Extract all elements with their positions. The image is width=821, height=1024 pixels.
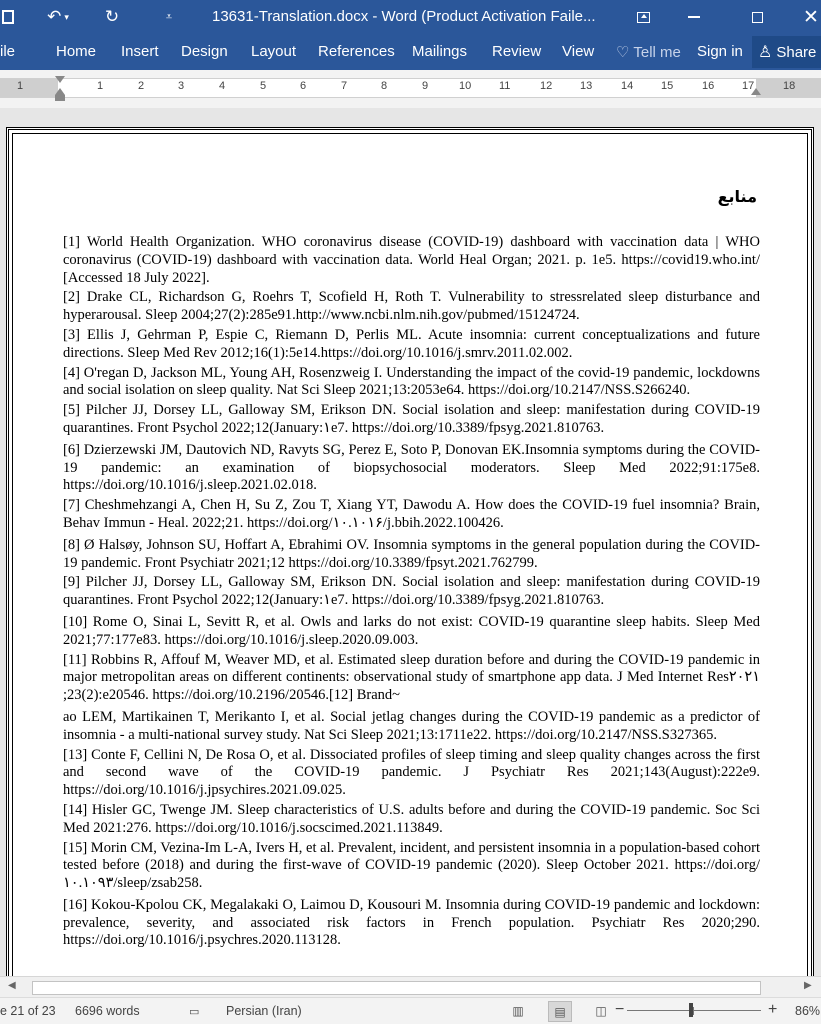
close-button[interactable] bbox=[791, 0, 821, 34]
ruler-number: 14 bbox=[621, 80, 634, 92]
customize-icon: ⩡ bbox=[165, 10, 173, 23]
page-heading: منابع bbox=[717, 187, 757, 206]
reference-entry: [9] Pilcher JJ, Dorsey LL, Galloway SM, Erikson DN. Social isolation and sleep: manifestation during COVID-19 quarantines. Front Psychol 2022;12(January:۱e7. https://doi.org/10.3389/fpsyg.2021.810763. bbox=[63, 574, 760, 609]
ruler-number: 9 bbox=[422, 80, 429, 92]
document-canvas bbox=[0, 108, 821, 976]
file-tab[interactable] bbox=[0, 0, 24, 34]
ruler-left-margin bbox=[0, 79, 58, 97]
word-count[interactable]: 6696 words bbox=[75, 1004, 140, 1018]
tab-file[interactable]: ile bbox=[0, 43, 16, 60]
tell-me-label: Tell me bbox=[633, 44, 681, 61]
reference-entry: [14] Hisler GC, Twenge JM. Sleep characteristics of U.S. adults before and during the COVID-19 pandemic. Soc Sci Med 2021:276. https://doi.org/10.1016/j.socscimed.2021.113849. bbox=[63, 801, 760, 836]
close-icon: ✕ bbox=[803, 6, 819, 28]
status-bar bbox=[0, 997, 821, 1024]
redo-button[interactable] bbox=[98, 0, 126, 34]
web-layout-icon: ◫ bbox=[595, 1003, 607, 1018]
ruler-number: 2 bbox=[138, 80, 145, 92]
ruler-number: 7 bbox=[341, 80, 348, 92]
page-count[interactable]: e 21 of 23 bbox=[0, 1004, 56, 1018]
ribbon-tabs bbox=[0, 34, 821, 70]
maximize-icon bbox=[752, 12, 763, 23]
ribbon-display-options-button[interactable] bbox=[623, 0, 663, 34]
ruler-number: 4 bbox=[219, 80, 226, 92]
right-indent-marker[interactable] bbox=[751, 88, 761, 95]
web-layout-button[interactable] bbox=[590, 1001, 612, 1020]
undo-button[interactable] bbox=[38, 0, 78, 34]
ruler-number: 18 bbox=[783, 80, 796, 92]
horizontal-ruler[interactable] bbox=[0, 78, 821, 98]
document-title: 13631-Translation.docx - Word (Product Activation Faile... bbox=[212, 8, 596, 25]
reference-entry: [10] Rome O, Sinai L, Sevitt R, et al. Owls and larks do not exist: COVID-19 quarantine sleep habits. Sleep Med 2021;77:177e83. https://doi.org/10.1016/j.sleep.2020.09.003. bbox=[63, 613, 760, 648]
horizontal-scrollbar[interactable] bbox=[0, 976, 821, 998]
save-icon bbox=[2, 10, 14, 24]
minimize-button[interactable] bbox=[674, 0, 714, 34]
ruler-number: 3 bbox=[178, 80, 185, 92]
ruler-number: 17 bbox=[742, 80, 755, 92]
document-page[interactable] bbox=[6, 127, 814, 976]
maximize-button[interactable] bbox=[737, 0, 777, 34]
book-icon: ▥ bbox=[512, 1003, 524, 1018]
reference-entry: [2] Drake CL, Richardson G, Roehrs T, Scofield H, Roth T. Vulnerability to stressrelated sleep disturbance and hyperarousal. Sleep 2004;27(2):285e91.http://www.ncbi.nlm.nih.gov/pubmed/15124724. bbox=[63, 289, 760, 324]
first-line-indent-marker[interactable] bbox=[55, 76, 65, 83]
print-layout-button[interactable] bbox=[548, 1001, 572, 1022]
proofing-icon[interactable]: ▭ bbox=[189, 1006, 200, 1018]
tab-view[interactable]: View bbox=[562, 43, 595, 60]
ruler-number: 10 bbox=[459, 80, 472, 92]
print-layout-icon: ▤ bbox=[554, 1004, 566, 1019]
ruler-number: 1 bbox=[17, 80, 24, 92]
tab-review[interactable]: Review bbox=[492, 43, 542, 60]
customize-quick-access-button[interactable] bbox=[158, 0, 180, 34]
title-bar bbox=[0, 0, 821, 34]
tell-me-search[interactable] bbox=[616, 43, 681, 61]
language-indicator[interactable]: Persian (Iran) bbox=[226, 1004, 302, 1018]
reference-entry: [13] Conte F, Cellini N, De Rosa O, et al. Dissociated profiles of sleep timing and sleep quality changes across the first and second wave of the COVID-19 pandemic. J Psychiatr Res 2021;143(August):222e9. https://doi.org/10.1016/j.jpsychires.2021.09.025. bbox=[63, 746, 760, 799]
ruler-number: 11 bbox=[499, 80, 511, 92]
zoom-center-mark bbox=[693, 1007, 694, 1015]
lightbulb-icon: ♡ bbox=[616, 44, 630, 61]
reference-entry: [3] Ellis J, Gehrman P, Espie C, Riemann D, Perlis ML. Acute insomnia: current conceptualizations and future directions. Sleep Med Rev 2012;16(1):5e14.https://doi.org/10.1016/j.smrv.2011.02.002. bbox=[63, 326, 760, 361]
left-indent-marker[interactable] bbox=[55, 95, 65, 101]
ruler-number: 5 bbox=[260, 80, 267, 92]
ruler-number: 15 bbox=[661, 80, 674, 92]
ruler-number: 13 bbox=[580, 80, 593, 92]
zoom-in-button[interactable]: + bbox=[768, 1001, 778, 1018]
reference-entry: [11] Robbins R, Affouf M, Weaver MD, et al. Estimated sleep duration before and during the COVID-19 pandemic in major metropolitan areas on different continents: observational study of smartphone app data. J Med Internet Res۲۰۲۱ ;23(2):e20546. https://doi.org/10.2196/20546.[12] Brand~ bbox=[63, 651, 760, 704]
hanging-indent-marker[interactable] bbox=[55, 88, 65, 95]
undo-icon: ↶ bbox=[47, 7, 62, 26]
reference-entry: [15] Morin CM, Vezina-Im L-A, Ivers H, et al. Prevalent, incident, and persistent insomnia in a population-based cohort tested before (2018) and during the first-wave of COVID-19 pandemic (2020). Sleep October 2021. https://doi.org/۱۰.۱۰۹۳/sleep/zsab258. bbox=[63, 839, 760, 892]
reference-entry: [7] Cheshmehzangi A, Chen H, Su Z, Zou T, Xiang YT, Dawodu A. How does the COVID-19 fuel insomnia? Brain, Behav Immun - Heal. 2022;21. https://doi.org/۱۰.۱۰۱۶/j.bbih.2022.100426. bbox=[63, 497, 760, 531]
tab-home[interactable]: Home bbox=[56, 43, 97, 60]
zoom-slider-thumb[interactable] bbox=[689, 1003, 693, 1017]
reference-list bbox=[63, 234, 760, 952]
ruler-area bbox=[0, 70, 821, 109]
ruler-number: 16 bbox=[702, 80, 715, 92]
reference-entry: [8] Ø Halsøy, Johnson SU, Hoffart A, Ebrahimi OV. Insomnia symptoms in the general population during the COVID-19 pandemic. Front Psychiatr 2021;12 https://doi.org/10.3389/fpsyt.2021.762799. bbox=[63, 536, 760, 571]
scroll-left-icon[interactable]: ◀ bbox=[8, 980, 16, 991]
read-mode-button[interactable] bbox=[507, 1001, 529, 1020]
share-button[interactable] bbox=[752, 36, 821, 68]
sign-in-link[interactable]: Sign in bbox=[697, 43, 743, 60]
tab-layout[interactable]: Layout bbox=[251, 43, 297, 60]
undo-dropdown-icon: ▾ bbox=[64, 11, 69, 22]
repeat-icon: ↻ bbox=[104, 7, 120, 26]
person-icon: ♙ bbox=[758, 44, 773, 61]
reference-entry: [5] Pilcher JJ, Dorsey LL, Galloway SM, Erikson DN. Social isolation and sleep: manifestation during COVID-19 quarantines. Front Psychol 2022;12(January:۱e7. https://doi.org/10.3389/fpsyg.2021.810763. bbox=[63, 402, 760, 436]
tab-insert[interactable]: Insert bbox=[121, 43, 159, 60]
ruler-number: 1 bbox=[97, 80, 104, 92]
zoom-level[interactable]: 86% bbox=[795, 1004, 821, 1018]
ruler-number: 8 bbox=[381, 80, 388, 92]
reference-entry: [4] O'regan D, Jackson ML, Young AH, Rosenzweig I. Understanding the impact of the covid-19 pandemic, lockdowns and social isolation on sleep quality. Nat Sci Sleep 2021;13:2053e64. https://doi.org/10.2147/NSS.S266240. bbox=[63, 364, 760, 399]
scrollbar-thumb[interactable] bbox=[32, 981, 761, 995]
ruler-number: 6 bbox=[300, 80, 307, 92]
reference-entry: ao LEM, Martikainen T, Merikanto I, et al. Social jetlag changes during the COVID-19 pandemic as a predictor of insomnia - a multi-national survey study. Nat Sci Sleep 2021;13:1711e22. https://doi.org/10.2147/NSS.S327365. bbox=[63, 708, 760, 743]
tab-design[interactable]: Design bbox=[181, 43, 228, 60]
ruler-number: 12 bbox=[540, 80, 553, 92]
ribbon-display-icon bbox=[637, 12, 650, 23]
share-label: Share bbox=[776, 43, 817, 61]
minimize-icon bbox=[688, 16, 700, 18]
reference-entry: [6] Dzierzewski JM, Dautovich ND, Ravyts SG, Perez E, Soto P, Donovan EK.Insomnia symptoms during the COVID-19 pandemic: an examination of biopsychosocial moderators. Sleep Med 2022;91:175e8. https://doi.org/10.1016/j.sleep.2021.02.018. bbox=[63, 441, 760, 494]
zoom-slider[interactable] bbox=[627, 1010, 761, 1011]
zoom-out-button[interactable]: − bbox=[615, 1001, 625, 1018]
reference-entry: [1] World Health Organization. WHO coronavirus disease (COVID-19) dashboard with vaccination data | WHO coronavirus (COVID-19) dashboard with vaccination data. World Heal Organ; 2021. p. 1e5. https://covid19.who.int/ [Accessed 18 July 2022]. bbox=[63, 234, 760, 286]
scroll-right-icon[interactable]: ▶ bbox=[804, 980, 812, 991]
tab-mailings[interactable]: Mailings bbox=[412, 43, 468, 60]
tab-references[interactable]: References bbox=[318, 43, 395, 60]
reference-entry: [16] Kokou-Kpolou CK, Megalakaki O, Laimou D, Kousouri M. Insomnia during COVID-19 pandemic and lockdown: prevalence, severity, and associated risk factors in French population. Psychiatr Res 2020;290. https://doi.org/10.1016/j.psychres.2020.113128. bbox=[63, 896, 760, 949]
